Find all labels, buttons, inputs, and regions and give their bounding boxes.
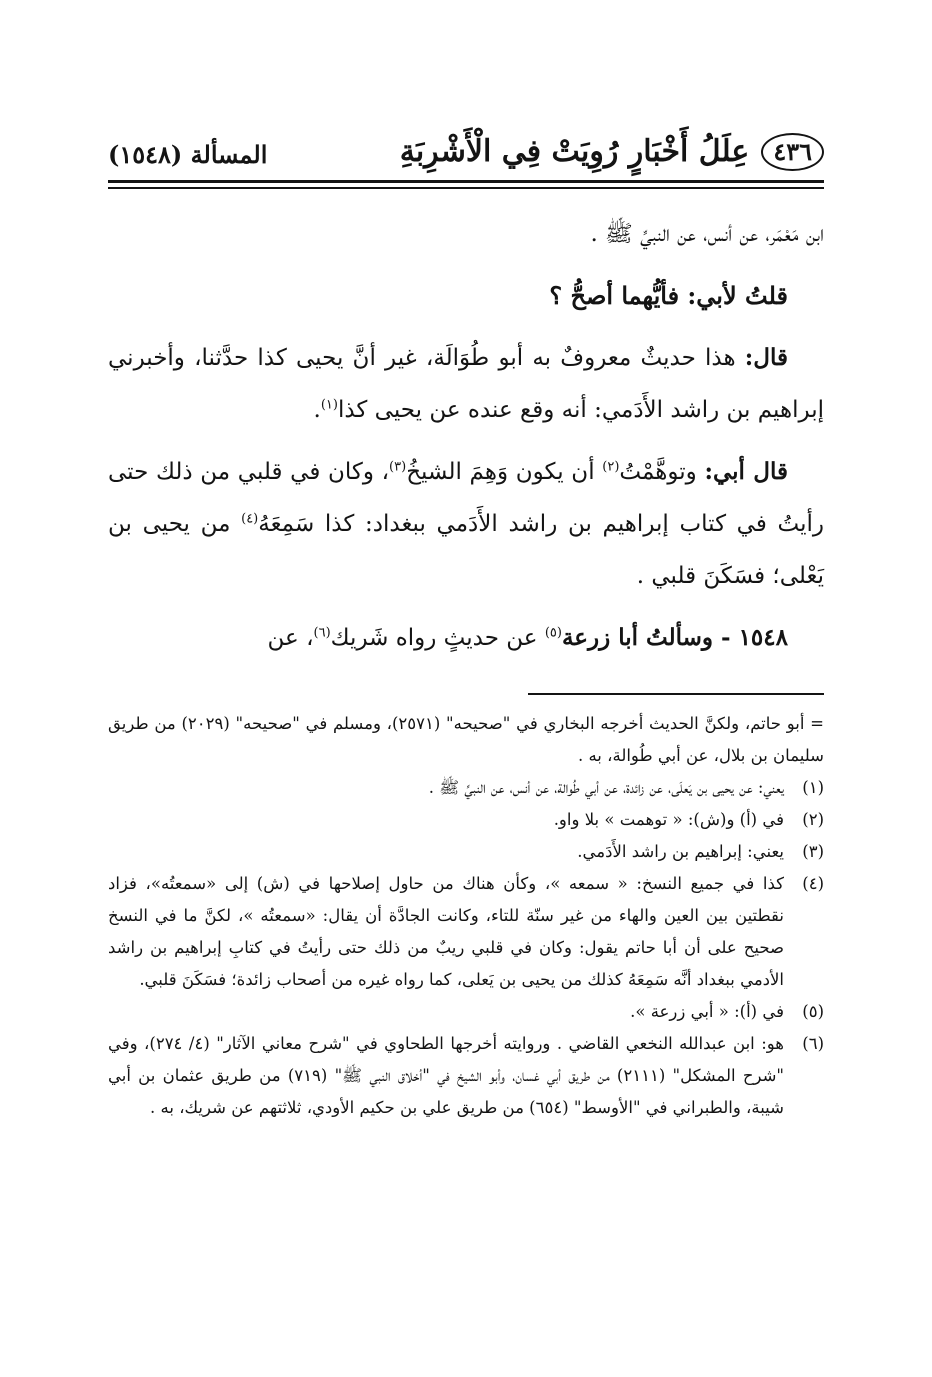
paragraph-5-text-b: ، عن [267, 625, 314, 651]
paragraph-2 [108, 270, 824, 322]
paragraph-4-text-b: أن يكون وَهِمَ الشيخُ [406, 459, 603, 485]
paragraph-2-text: قلتُ لأبي: فأيُّهما أصحُّ ؟ [549, 281, 788, 310]
footnote-2-number: (٢) [802, 810, 824, 829]
paragraph-4-lead: قال أبي: [704, 458, 788, 485]
footnote-ref-1[interactable]: (١) [320, 397, 338, 413]
paragraph-3 [108, 332, 824, 436]
paragraph-5-text-a: عن حديثٍ رواه شَريك [330, 625, 545, 651]
footnote-3-number: (٣) [802, 842, 824, 861]
paragraph-4-text-c: ، وكان في قلبي من ذلك حتى رأيتُ في كتاب إبراهيم بن راشد الأَدَمي ببغداد: كذا سَمِعَهُ [108, 459, 824, 537]
main-text [108, 208, 824, 674]
paragraph-4-text-a: وتوهَّمْتُ [619, 459, 705, 485]
footnote-ref-3[interactable]: (٣) [389, 459, 407, 475]
issue-label: المسألة (١٥٤٨) [108, 140, 268, 169]
footnote-5-text: في (أ): « أبي زرعة ». [630, 1002, 784, 1021]
paragraph-1 [108, 208, 824, 260]
page-number: ٤٣٦ [761, 133, 824, 171]
paragraph-3-lead: قال: [744, 344, 788, 371]
paragraph-5-lead: ١٥٤٨ - وسألتُ أبا زرعة [561, 624, 788, 651]
footnote-ref-6[interactable]: (٦) [313, 625, 331, 641]
footnote-ref-2[interactable]: (٢) [602, 459, 620, 475]
footnote-2-text: في (أ) و(ش): « توهمت » بلا واو. [553, 810, 784, 829]
footnote-4-text: كذا في جميع النسخ: « سمعه »، وكأن هناك من حاول إصلاحها في (ش) إلى «سمعتُه»، فزاد نقطتين بين العين والهاء من غير سنّة للتاء، وكانت الجادَّة أن يقال: «سمعتُه »، لكنَّ ما في النسخ صحيح على أن أبا حاتم يقول: وكان في قلبي ريبٌ من ذلك حتى رأيتُ في كتابِ إبراهيم بن راشد الأدمي ببغداد أنَّه سَمِعَهُ كذلك من يحيى بن يَعلى، كما رواه غيره من أصحاب زائدة؛ فسَكَنَ قلبي. [108, 874, 784, 989]
header-right [400, 130, 824, 174]
page-header [108, 126, 824, 176]
footnote-6-number: (٦) [802, 1034, 824, 1053]
paragraph-1-text: ابن مَعْمَر، عن أنس، عن النبيِّ ﷺ . [590, 221, 824, 247]
footnote-ref-4[interactable]: (٤) [241, 511, 259, 527]
footnote-5-number: (٥) [802, 1002, 824, 1021]
footnote-continuation: = أبو حاتم، ولكنَّ الحديث أخرجه البخاري في "صحيحه" (٢٥٧١)، ومسلم في "صحيحه" (٢٠٢٩) من طريق سليمان بن بلال، عن أبي طُوالة، به . [108, 714, 824, 765]
header-rule-thin [108, 187, 824, 189]
book-title: عِلَلُ أَخْبَارٍ رُوِيَتْ فِي الْأَشْرِبَةِ [399, 134, 750, 169]
footnote-separator [528, 693, 824, 695]
paragraph-3-end: . [313, 397, 321, 423]
paragraph-3-text: هذا حديثٌ معروفٌ به أبو طُوَالَة، غير أنَّ يحيى كذا حدَّثنا، وأخبرني إبراهيم بن راشد الأَدَمي: أنه وقع عنده عن يحيى كذا [108, 345, 824, 423]
paragraph-4 [108, 446, 824, 602]
footnote-3 [108, 836, 824, 868]
footnote-ref-5[interactable]: (٥) [544, 625, 562, 641]
footnote-2 [108, 804, 824, 836]
footnote-1-number: (١) [802, 778, 824, 797]
footnote-6 [108, 1028, 824, 1124]
footnote-5 [108, 996, 824, 1028]
header-rule-thick [108, 180, 824, 183]
footnotes [108, 708, 824, 1124]
footnote-1 [108, 772, 824, 804]
footnote-3-text: يعني: إبراهيم بن راشد الأَدَمي. [577, 842, 784, 861]
footnote-4-number: (٤) [802, 874, 824, 893]
footnote-1-text: يعني: عن يحيى بن يَعلَى، عن زائدة، عن أبي طُوالة، عن أنس، عن النبيِّ ﷺ . [428, 778, 784, 797]
footnote-6-text: هو: ابن عبدالله النخعي القاضي . وروايته أخرجها الطحاوي في "شرح معاني الآثار" (٤/ ٢٧٤)، وفي "شرح المشكل" (٢١١١) من طريق أبي غسان، وأبو الشيخ في "أخلاق النبي ﷺ" (٧١٩) من طريق عثمان بن أبي شيبة، والطبراني في "الأوسط" (٦٥٤) من طريق علي بن حكيم الأودي، ثلاثتهم عن شريك، به . [108, 1034, 784, 1117]
footnote-4 [108, 868, 824, 996]
paragraph-5 [108, 612, 824, 664]
paragraph-4-text-d: من يحيى بن يَعْلى؛ فسَكَنَ قلبي . [108, 511, 824, 589]
